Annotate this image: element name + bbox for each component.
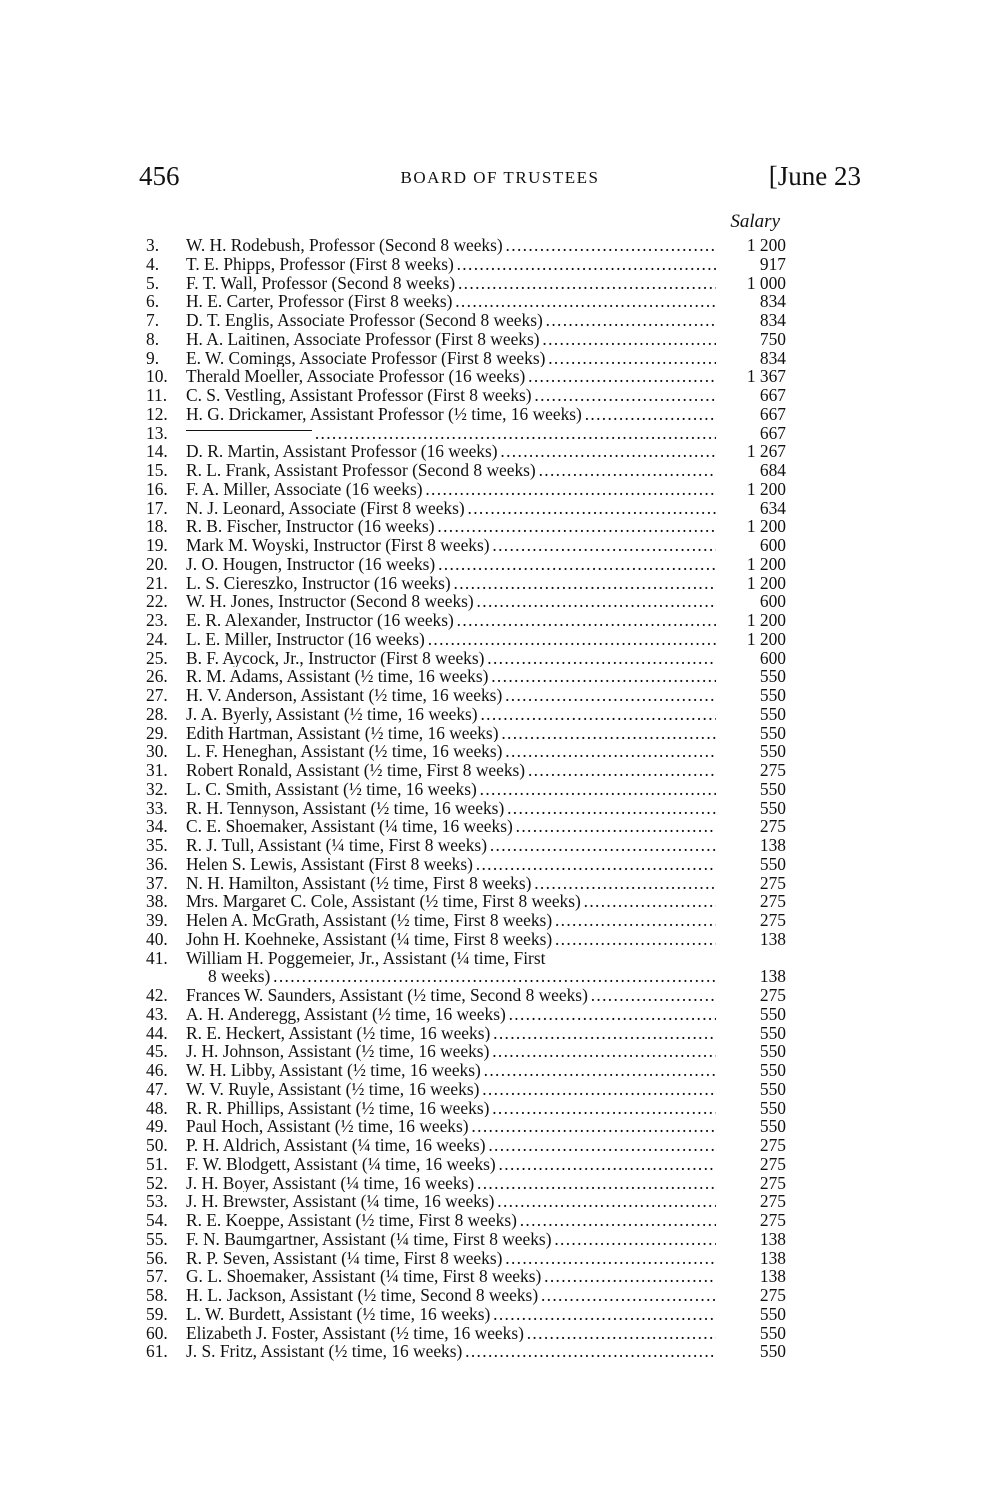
list-item — [146, 742, 786, 761]
item-salary: 667 — [759, 403, 786, 424]
list-item — [146, 1155, 786, 1174]
item-number: 58. — [146, 1285, 168, 1305]
list-item — [146, 705, 786, 724]
item-salary: 550 — [759, 741, 786, 762]
item-description: Mark M. Woyski, Instructor (First 8 weeks) . . . — [186, 536, 716, 555]
item-description: F. N. Baumgartner, Assistant (¼ time, First 8 weeks) . . . — [186, 1230, 716, 1249]
item-number: 26. — [146, 666, 168, 687]
item-description-continued: 8 weeks) . . . — [208, 967, 716, 986]
list-item — [146, 1005, 786, 1024]
item-number: 13. — [146, 422, 168, 443]
item-salary: 550 — [759, 722, 786, 743]
item-salary: 275 — [759, 816, 786, 837]
list-item — [146, 836, 786, 855]
item-number: 24. — [146, 628, 168, 649]
item-description: L. E. Miller, Instructor (16 weeks) . . . — [186, 630, 716, 649]
item-number: 41. — [146, 947, 168, 968]
page-header — [139, 156, 861, 196]
list-item — [146, 236, 786, 255]
list-item — [146, 686, 786, 705]
item-salary: 550 — [759, 1003, 786, 1024]
item-description: B. F. Aycock, Jr., Instructor (First 8 weeks) . . . — [186, 649, 716, 668]
item-salary: 1 200 — [746, 478, 786, 499]
item-salary: 600 — [759, 647, 786, 668]
blank-name-rule — [186, 430, 312, 431]
item-salary: 550 — [759, 1060, 786, 1080]
item-salary: 550 — [759, 685, 786, 705]
item-salary: 1 267 — [746, 441, 786, 462]
item-salary: 275 — [759, 910, 786, 930]
item-description: Mrs. Margaret C. Cole, Assistant (½ time, First 8 weeks) . . . — [186, 892, 716, 911]
item-number: 31. — [146, 760, 168, 780]
list-item — [146, 930, 786, 949]
item-description: W. H. Libby, Assistant (½ time, 16 weeks) . . . — [186, 1061, 716, 1080]
list-item — [146, 330, 786, 349]
item-description: F. A. Miller, Associate (16 weeks) . . . — [186, 480, 716, 499]
item-number: 16. — [146, 478, 168, 499]
page-number: 456 — [139, 161, 180, 191]
item-description: L. F. Heneghan, Assistant (½ time, 16 weeks) . . . — [186, 742, 716, 761]
item-salary: 550 — [759, 1341, 786, 1362]
item-description: E. R. Alexander, Instructor (16 weeks) . . . — [186, 611, 716, 630]
item-number: 23. — [146, 610, 168, 630]
item-number: 39. — [146, 910, 168, 930]
item-description-blank — [186, 424, 716, 443]
list-item — [146, 949, 786, 987]
item-number: 18. — [146, 516, 168, 537]
item-description: R. R. Phillips, Assistant (½ time, 16 weeks) . . . — [186, 1099, 716, 1118]
list-item — [146, 367, 786, 386]
item-description: R. H. Tennyson, Assistant (½ time, 16 weeks) . . . — [186, 799, 716, 818]
list-item — [146, 536, 786, 555]
item-salary: 550 — [759, 1116, 786, 1137]
item-description: Elizabeth J. Foster, Assistant (½ time, 16 weeks) . . . — [186, 1324, 716, 1343]
list-item — [146, 480, 786, 499]
item-description: W. H. Jones, Instructor (Second 8 weeks) . . . — [186, 592, 716, 611]
item-number: 50. — [146, 1135, 168, 1155]
item-salary: 550 — [759, 1322, 786, 1343]
item-salary: 667 — [759, 385, 786, 405]
item-description: N. H. Hamilton, Assistant (½ time, First 8 weeks) . . . — [186, 874, 716, 893]
item-description: E. W. Comings, Associate Professor (First 8 weeks) . . . — [186, 349, 716, 368]
list-item — [146, 1267, 786, 1286]
item-description: H. E. Carter, Professor (First 8 weeks) . . . — [186, 292, 716, 311]
item-number: 8. — [146, 328, 160, 349]
item-number: 14. — [146, 441, 168, 462]
item-number: 15. — [146, 460, 168, 480]
item-description: J. H. Brewster, Assistant (¼ time, 16 weeks) . . . — [186, 1192, 716, 1211]
item-description: J. H. Johnson, Assistant (½ time, 16 weeks) . . . — [186, 1042, 716, 1061]
item-description: D. R. Martin, Assistant Professor (16 weeks) . . . — [186, 442, 716, 461]
item-salary: 1 200 — [746, 516, 786, 537]
item-salary: 138 — [759, 835, 786, 855]
item-description: R. P. Seven, Assistant (¼ time, First 8 weeks) . . . — [186, 1249, 716, 1268]
list-item — [146, 724, 786, 743]
item-salary: 550 — [759, 778, 786, 799]
item-salary: 138 — [759, 1247, 786, 1268]
item-number: 25. — [146, 647, 168, 668]
item-salary: 1 200 — [746, 572, 786, 593]
list-item — [146, 1305, 786, 1324]
item-number: 47. — [146, 1078, 168, 1099]
item-number: 4. — [146, 253, 160, 274]
list-item — [146, 255, 786, 274]
item-number: 42. — [146, 985, 168, 1005]
item-salary: 275 — [759, 1191, 786, 1212]
list-item — [146, 817, 786, 836]
list-item — [146, 461, 786, 480]
item-description: L. C. Smith, Assistant (½ time, 16 weeks) . . . — [186, 780, 716, 799]
item-description: Paul Hoch, Assistant (½ time, 16 weeks) . . . — [186, 1117, 716, 1136]
item-description: J. H. Boyer, Assistant (¼ time, 16 weeks) . . . — [186, 1174, 716, 1193]
item-number: 10. — [146, 366, 168, 387]
item-salary: 138 — [759, 966, 786, 987]
item-description: A. H. Anderegg, Assistant (½ time, 16 weeks) . . . — [186, 1005, 716, 1024]
list-item — [146, 1117, 786, 1136]
item-salary: 1 200 — [746, 235, 786, 255]
item-number: 36. — [146, 853, 168, 874]
item-number: 56. — [146, 1247, 168, 1268]
list-item — [146, 1136, 786, 1155]
item-number: 7. — [146, 310, 160, 330]
item-salary: 138 — [759, 1228, 786, 1249]
item-description: Therald Moeller, Associate Professor (16 weeks) . . . — [186, 367, 716, 386]
list-item — [146, 855, 786, 874]
item-description: R. E. Heckert, Assistant (½ time, 16 weeks) . . . — [186, 1024, 716, 1043]
item-number: 45. — [146, 1041, 168, 1062]
list-item — [146, 667, 786, 686]
item-number: 20. — [146, 553, 168, 574]
running-head: BOARD OF TRUSTEES — [400, 168, 600, 187]
salary-list — [146, 236, 786, 1361]
item-description: H. V. Anderson, Assistant (½ time, 16 weeks) . . . — [186, 686, 716, 705]
list-item — [146, 1099, 786, 1118]
item-number: 29. — [146, 722, 168, 743]
item-salary: 275 — [759, 1285, 786, 1305]
item-number: 60. — [146, 1322, 168, 1343]
item-description: C. E. Shoemaker, Assistant (¼ time, 16 weeks) . . . — [186, 817, 716, 836]
list-item — [146, 1192, 786, 1211]
list-item — [146, 1024, 786, 1043]
item-number: 33. — [146, 797, 168, 818]
item-number: 17. — [146, 497, 168, 518]
header-date: [June 23 — [768, 161, 861, 191]
list-item — [146, 499, 786, 518]
item-salary: 834 — [759, 347, 786, 368]
list-item — [146, 311, 786, 330]
item-salary: 275 — [759, 1210, 786, 1230]
item-salary: 138 — [759, 1266, 786, 1287]
item-salary: 667 — [759, 422, 786, 443]
list-item — [146, 986, 786, 1005]
item-salary: 275 — [759, 985, 786, 1005]
salary-column-heading: Salary — [730, 211, 780, 232]
item-salary: 275 — [759, 1153, 786, 1174]
list-item — [146, 799, 786, 818]
item-description: F. T. Wall, Professor (Second 8 weeks) . . . — [186, 274, 716, 293]
item-salary: 275 — [759, 760, 786, 780]
item-number: 54. — [146, 1210, 168, 1230]
item-description: H. L. Jackson, Assistant (½ time, Second 8 weeks) . . . — [186, 1286, 716, 1305]
item-salary: 550 — [759, 1041, 786, 1062]
item-salary: 550 — [759, 853, 786, 874]
item-description: H. A. Laitinen, Associate Professor (First 8 weeks) . . . — [186, 330, 716, 349]
item-number: 6. — [146, 291, 160, 312]
list-item — [146, 274, 786, 293]
item-number: 34. — [146, 816, 168, 837]
item-salary: 600 — [759, 591, 786, 612]
item-description: W. H. Rodebush, Professor (Second 8 weeks) . . . — [186, 236, 716, 255]
list-item — [146, 1230, 786, 1249]
item-number: 11. — [146, 385, 168, 405]
item-salary: 550 — [759, 1303, 786, 1324]
item-salary: 550 — [759, 1022, 786, 1043]
item-number: 51. — [146, 1153, 168, 1174]
list-item — [146, 1080, 786, 1099]
list-item — [146, 1324, 786, 1343]
item-number: 28. — [146, 703, 168, 724]
item-number: 38. — [146, 891, 168, 912]
item-number: 59. — [146, 1303, 168, 1324]
item-salary: 275 — [759, 872, 786, 893]
item-description: L. S. Ciereszko, Instructor (16 weeks) . . . — [186, 574, 716, 593]
item-description: D. T. Englis, Associate Professor (Second 8 weeks) . . . — [186, 311, 716, 330]
item-description: R. M. Adams, Assistant (½ time, 16 weeks) . . . — [186, 667, 716, 686]
item-salary: 1 200 — [746, 628, 786, 649]
item-number: 46. — [146, 1060, 168, 1080]
item-description: L. W. Burdett, Assistant (½ time, 16 weeks) . . . — [186, 1305, 716, 1324]
item-number: 19. — [146, 535, 168, 555]
list-item — [146, 911, 786, 930]
item-salary: 550 — [759, 666, 786, 687]
item-number: 52. — [146, 1172, 168, 1193]
item-number: 37. — [146, 872, 168, 893]
item-number: 22. — [146, 591, 168, 612]
item-number: 49. — [146, 1116, 168, 1137]
item-number: 9. — [146, 347, 160, 368]
item-description: Frances W. Saunders, Assistant (½ time, Second 8 weeks) . . . — [186, 986, 716, 1005]
item-description: R. B. Fischer, Instructor (16 weeks) . . . — [186, 517, 716, 536]
item-salary: 750 — [759, 328, 786, 349]
item-description: W. V. Ruyle, Assistant (½ time, 16 weeks) . . . — [186, 1080, 716, 1099]
list-item — [146, 780, 786, 799]
item-salary: 550 — [759, 703, 786, 724]
list-item — [146, 349, 786, 368]
item-description: R. E. Koeppe, Assistant (½ time, First 8 weeks) . . . — [186, 1211, 716, 1230]
item-description: Robert Ronald, Assistant (½ time, First 8 weeks) . . . — [186, 761, 716, 780]
item-number: 32. — [146, 778, 168, 799]
item-number: 44. — [146, 1022, 168, 1043]
item-salary: 275 — [759, 1172, 786, 1193]
item-number: 5. — [146, 272, 160, 293]
item-salary: 634 — [759, 497, 786, 518]
list-item — [146, 874, 786, 893]
item-salary: 1 367 — [746, 366, 786, 387]
list-item — [146, 555, 786, 574]
item-number: 30. — [146, 741, 168, 762]
item-description: J. A. Byerly, Assistant (½ time, 16 weeks) . . . — [186, 705, 716, 724]
item-salary: 275 — [759, 1135, 786, 1155]
item-number: 57. — [146, 1266, 168, 1287]
item-description: G. L. Shoemaker, Assistant (¼ time, First 8 weeks) . . . — [186, 1267, 716, 1286]
item-description: Edith Hartman, Assistant (½ time, 16 weeks) . . . — [186, 724, 716, 743]
item-description: Helen S. Lewis, Assistant (First 8 weeks) . . . — [186, 855, 716, 874]
item-number: 27. — [146, 685, 168, 705]
item-salary: 1 000 — [746, 272, 786, 293]
list-item — [146, 592, 786, 611]
list-item — [146, 1249, 786, 1268]
list-item — [146, 386, 786, 405]
list-item — [146, 405, 786, 424]
item-description: R. L. Frank, Assistant Professor (Second 8 weeks) . . . — [186, 461, 716, 480]
item-salary: 275 — [759, 891, 786, 912]
item-description: C. S. Vestling, Assistant Professor (First 8 weeks) . . . — [186, 386, 716, 405]
item-number: 48. — [146, 1097, 168, 1118]
item-salary: 550 — [759, 797, 786, 818]
item-salary: 834 — [759, 310, 786, 330]
list-item — [146, 1342, 786, 1361]
list-item — [146, 574, 786, 593]
item-salary: 550 — [759, 1078, 786, 1099]
list-item — [146, 630, 786, 649]
item-description: P. H. Aldrich, Assistant (¼ time, 16 weeks) . . . — [186, 1136, 716, 1155]
item-number: 3. — [146, 235, 160, 255]
list-item — [146, 892, 786, 911]
item-number: 55. — [146, 1228, 168, 1249]
item-number: 43. — [146, 1003, 168, 1024]
item-number: 12. — [146, 403, 168, 424]
item-salary: 917 — [759, 253, 786, 274]
list-item — [146, 611, 786, 630]
list-item — [146, 292, 786, 311]
item-description: J. O. Hougen, Instructor (16 weeks) . . . — [186, 555, 716, 574]
item-description: J. S. Fritz, Assistant (½ time, 16 weeks) . . . — [186, 1342, 716, 1361]
item-salary: 684 — [759, 460, 786, 480]
item-description: N. J. Leonard, Associate (First 8 weeks) . . . — [186, 499, 716, 518]
list-item — [146, 442, 786, 461]
item-description: Helen A. McGrath, Assistant (½ time, First 8 weeks) . . . — [186, 911, 716, 930]
list-item — [146, 1174, 786, 1193]
item-salary: 1 200 — [746, 610, 786, 630]
item-salary: 550 — [759, 1097, 786, 1118]
list-item — [146, 517, 786, 536]
list-item — [146, 761, 786, 780]
item-number: 35. — [146, 835, 168, 855]
list-item — [146, 1211, 786, 1230]
item-description: T. E. Phipps, Professor (First 8 weeks) . . . — [186, 255, 716, 274]
item-number: 53. — [146, 1191, 168, 1212]
item-number: 40. — [146, 928, 168, 949]
item-description: F. W. Blodgett, Assistant (¼ time, 16 weeks) . . . — [186, 1155, 716, 1174]
item-description: John H. Koehneke, Assistant (¼ time, First 8 weeks) . . . — [186, 930, 716, 949]
list-item — [146, 1042, 786, 1061]
item-salary: 138 — [759, 928, 786, 949]
item-salary: 1 200 — [746, 553, 786, 574]
list-item — [146, 1286, 786, 1305]
item-description: William H. Poggemeier, Jr., Assistant (¼ time, First — [186, 947, 546, 968]
list-item — [146, 424, 786, 443]
item-description: R. J. Tull, Assistant (¼ time, First 8 weeks) . . . — [186, 836, 716, 855]
item-salary: 600 — [759, 535, 786, 555]
item-description: H. G. Drickamer, Assistant Professor (½ time, 16 weeks) . . . — [186, 405, 716, 424]
item-number: 21. — [146, 572, 168, 593]
item-salary: 834 — [759, 291, 786, 312]
list-item — [146, 1061, 786, 1080]
item-number: 61. — [146, 1341, 168, 1362]
list-item — [146, 649, 786, 668]
